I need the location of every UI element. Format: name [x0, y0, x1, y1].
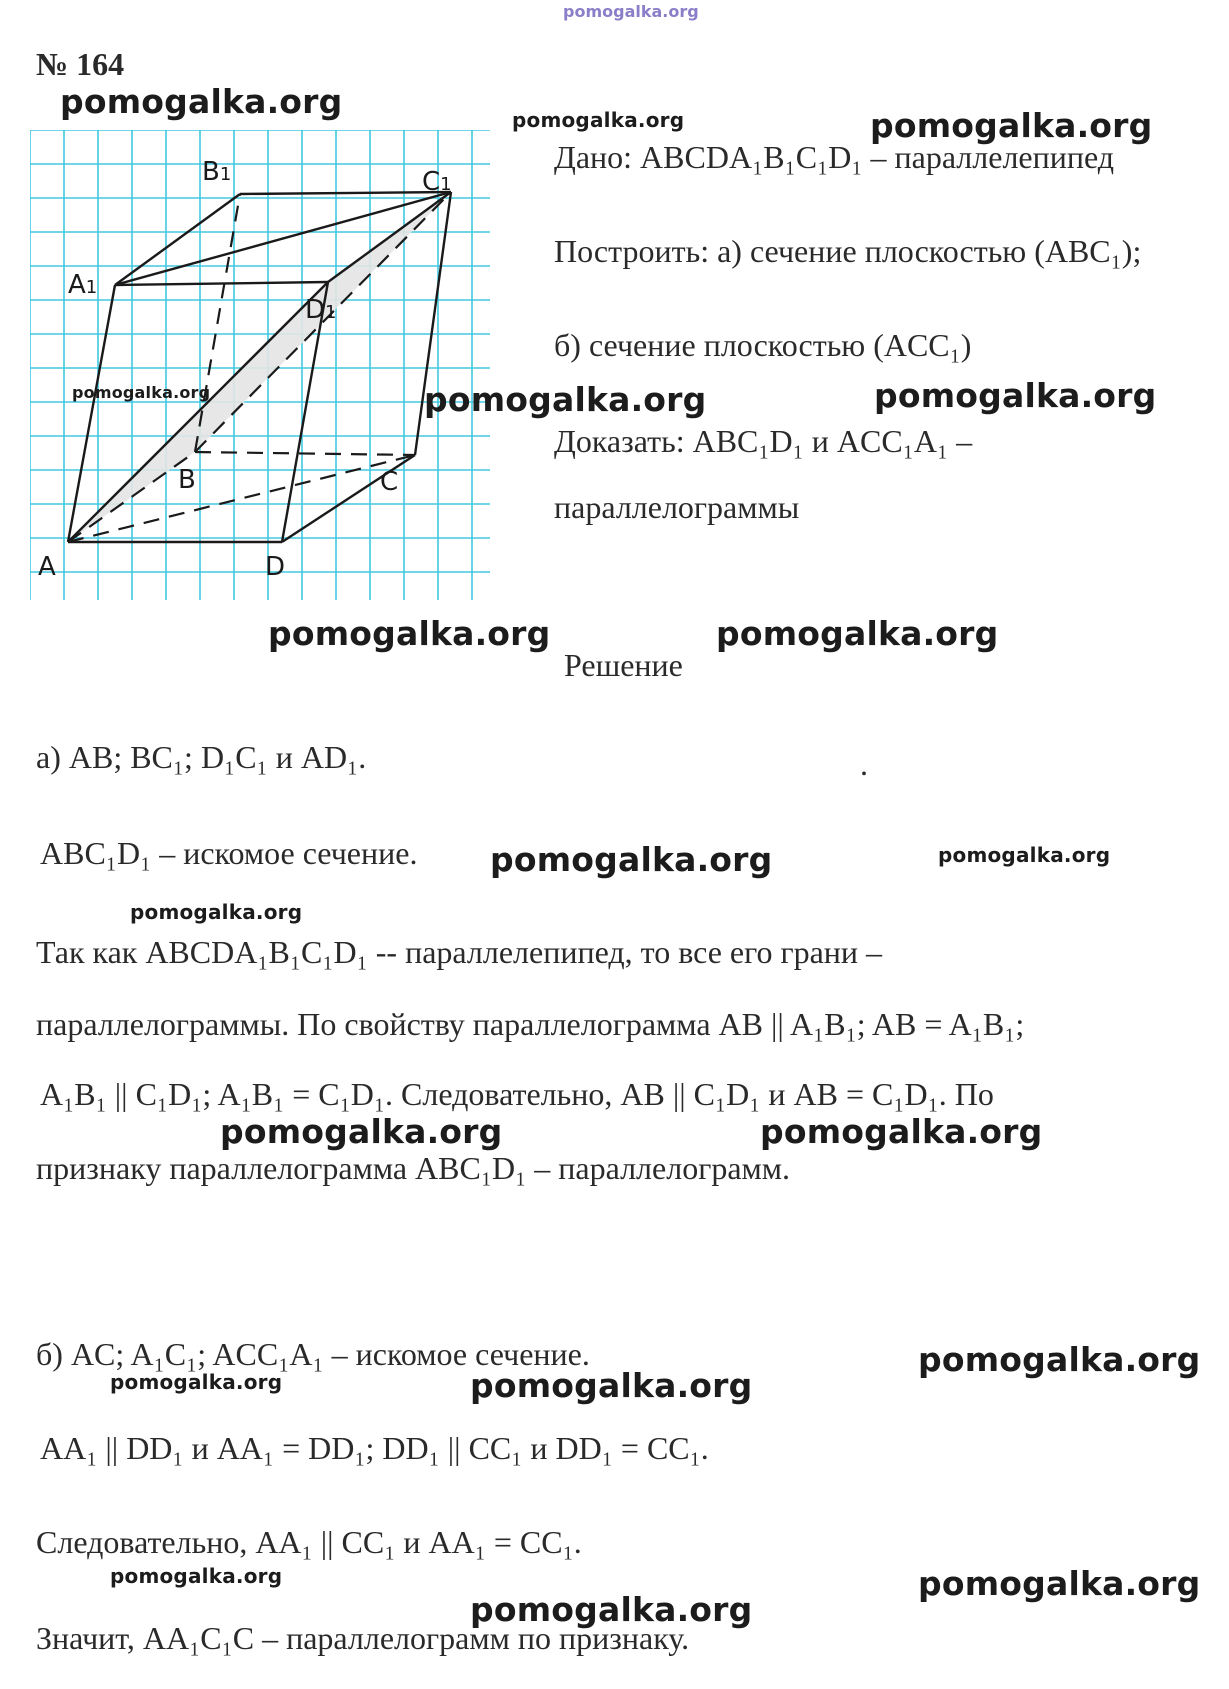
watermark: pomogalka.org — [938, 843, 1111, 867]
problem-number: № 164 — [36, 46, 125, 82]
given-object: ABCDA₁B₁C₁D₁ — [640, 139, 863, 175]
watermark: pomogalka.org — [512, 108, 685, 132]
watermark: pomogalka.org — [874, 376, 1157, 415]
vertex-label-c: C — [380, 467, 399, 497]
watermark: pomogalka.org — [130, 900, 303, 924]
given-suffix: – параллелепипед — [870, 139, 1115, 175]
part-b-line-3: Следовательно, AA₁ || CC₁ и AA₁ = CC₁. — [36, 1524, 582, 1560]
watermark: pomogalka.org — [110, 1564, 283, 1588]
solution-title: Решение — [564, 647, 683, 683]
watermark: pomogalka.org — [220, 1112, 503, 1151]
construct-b-line — [554, 325, 971, 365]
watermark: pomogalka.org — [470, 1590, 753, 1629]
watermark: pomogalka.org — [716, 614, 999, 653]
stray-dot: . — [860, 746, 868, 782]
watermark: pomogalka.org — [470, 1366, 753, 1405]
prove-dash: – — [956, 423, 973, 459]
prove-figure-1: ABC₁D₁ — [692, 423, 804, 459]
watermark: pomogalka.org — [424, 380, 707, 419]
given-line — [554, 137, 1114, 177]
watermark: pomogalka.org — [72, 383, 211, 402]
part-b-line-1: б) AC; A₁C₁; ACC₁A₁ – искомое сечение. — [36, 1336, 590, 1372]
vertex-label-b1: B1 — [202, 157, 232, 187]
construct-a-text: Построить: а) сечение плоскостью ( — [554, 233, 1045, 269]
watermark: pomogalka.org — [870, 106, 1153, 145]
prove-and: и — [811, 423, 829, 459]
vertex-label-b: B — [178, 465, 196, 495]
vertex-label-c1: C1 — [422, 167, 452, 197]
watermark: pomogalka.org — [60, 82, 343, 121]
vertex-label-a1: A1 — [68, 270, 98, 300]
watermark: pomogalka.org — [490, 840, 773, 879]
part-a-line-6: признаку параллелограмма ABC₁D₁ – параллелограмм. — [36, 1150, 791, 1186]
prove-line-2: параллелограммы — [554, 489, 800, 525]
part-a-line-4: параллелограммы. По свойству параллелограмма AB || A₁B₁; AB = A₁B₁; — [36, 1006, 1025, 1042]
part-a-line-3: Так как ABCDA₁B₁C₁D₁ -- параллелепипед, то все его грани – — [36, 934, 883, 970]
construct-b-end: ) — [960, 327, 972, 363]
part-a-line-1: а) AB; BC₁; D₁C₁ и AD₁. — [36, 739, 367, 775]
prove-label: Доказать: — [554, 423, 685, 459]
prove-figure-2: ACC₁A₁ — [836, 423, 949, 459]
construct-a-plane: ABC₁ — [1044, 233, 1122, 269]
watermark: pomogalka.org — [268, 614, 551, 653]
given-label: Дано: — [554, 139, 633, 175]
part-b-line-4: Значит, AA₁C₁C – параллелограмм по признаку. — [36, 1620, 690, 1656]
parallelepiped-figure — [30, 130, 505, 610]
watermark: pomogalka.org — [918, 1564, 1201, 1603]
vertex-label-d: D — [265, 552, 286, 582]
prove-line — [554, 421, 972, 461]
watermark: pomogalka.org — [760, 1112, 1043, 1151]
part-b-line-2: AA₁ || DD₁ и AA₁ = DD₁; DD₁ || CC₁ и DD₁ = CC₁. — [40, 1430, 709, 1466]
vertex-label-d1: D1 — [305, 295, 337, 325]
watermark: pomogalka.org — [918, 1340, 1201, 1379]
construct-b-plane: ACC₁ — [883, 327, 961, 363]
watermark: pomogalka.org — [110, 1370, 283, 1394]
construct-b-text: б) сечение плоскостью ( — [554, 327, 884, 363]
part-a-line-2: ABC₁D₁ – искомое сечение. — [40, 835, 418, 871]
construct-a-line — [554, 231, 1141, 271]
construct-a-end: ); — [1121, 233, 1142, 269]
top-watermark: pomogalka.org — [563, 2, 699, 21]
part-a-line-5: A₁B₁ || C₁D₁; A₁B₁ = C₁D₁. Следовательно, AB || C₁D₁ и AB = C₁D₁. По — [40, 1076, 994, 1112]
vertex-label-a: A — [38, 552, 56, 582]
